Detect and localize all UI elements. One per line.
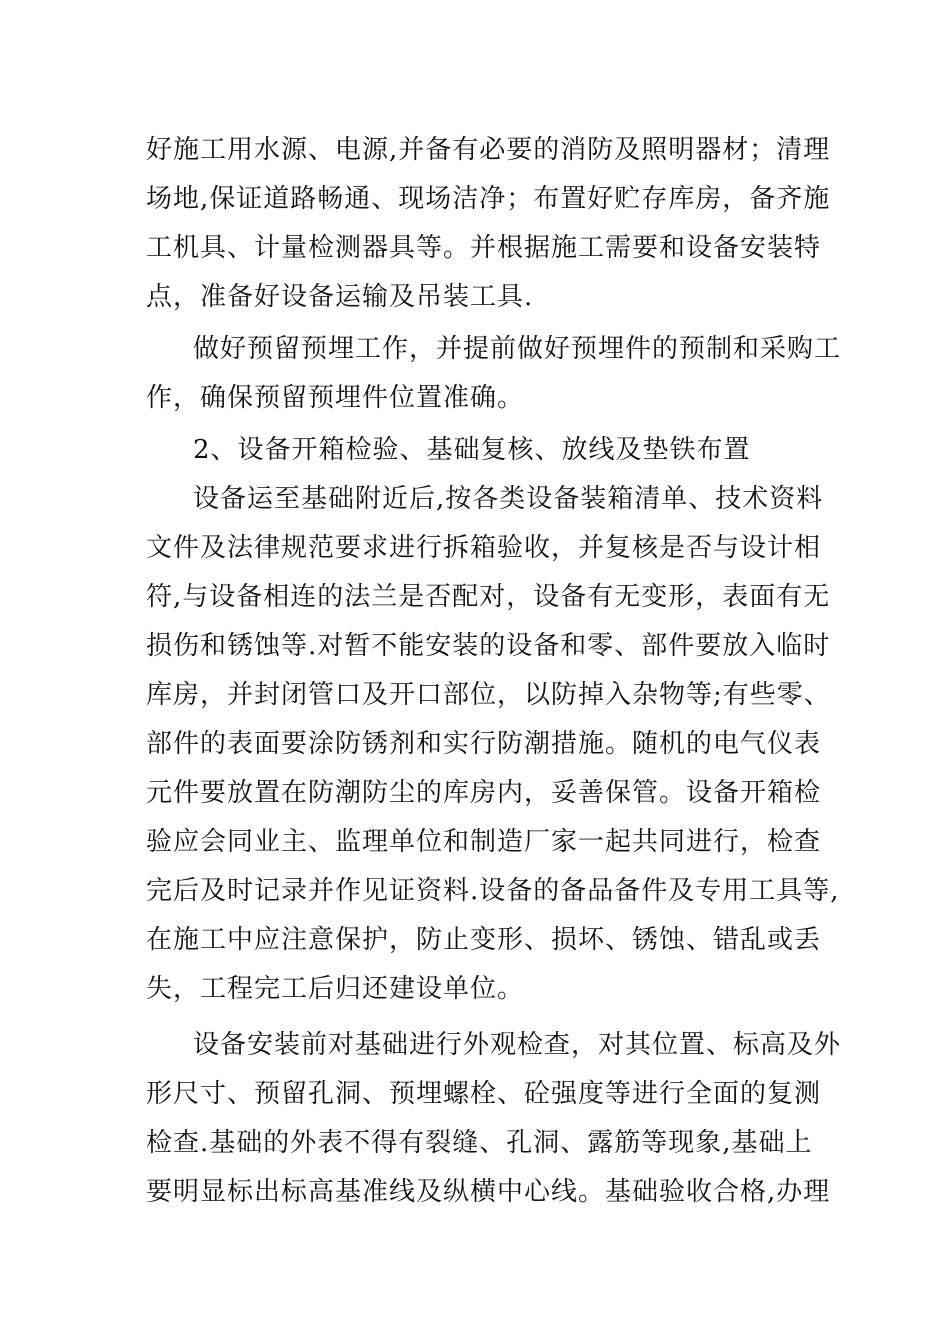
text-line: 要明显标出标高基准线及纵横中心线。基础验收合格,办理 [146, 1177, 831, 1207]
text-line: 验应会同业主、监理单位和制造厂家一起共同进行，检查 [146, 827, 822, 857]
section-heading: 2、设备开箱检验、基础复核、放线及垫铁布置 [193, 435, 751, 465]
text-line: 检查.基础的外表不得有裂缝、孔洞、露筋等现象,基础上 [146, 1128, 813, 1158]
text-line: 工机具、计量检测器具等。并根据施工需要和设备安装特 [146, 233, 822, 263]
text-line: 失，工程完工后归还建设单位。 [146, 974, 525, 1004]
text-line: 在施工中应注意保护，防止变形、损坏、锈蚀、错乱或丢 [146, 925, 822, 955]
text-line: 做好预留预埋工作，并提前做好预埋件的预制和采购工 [193, 334, 842, 364]
text-line: 完后及时记录并作见证资料.设备的备品备件及专用工具等, [146, 876, 840, 906]
text-line: 元件要放置在防潮防尘的库房内，妥善保管。设备开箱检 [146, 778, 822, 808]
text-line: 文件及法律规范要求进行拆箱验收，并复核是否与设计相 [146, 533, 822, 563]
text-line: 作，确保预留预埋件位置准确。 [146, 383, 525, 413]
text-line: 形尺寸、预留孔洞、预埋螺栓、砼强度等进行全面的复测 [146, 1079, 822, 1109]
text-line: 点，准备好设备运输及吊装工具. [146, 282, 534, 312]
text-line: 库房，并封闭管口及开口部位，以防掉入杂物等;有些零、 [146, 680, 831, 710]
text-line: 设备运至基础附近后,按各类设备装箱清单、技术资料 [193, 484, 824, 514]
text-line: 设备安装前对基础进行外观检查，对其位置、标高及外 [193, 1030, 842, 1060]
text-line: 好施工用水源、电源,并备有必要的消防及照明器材；清理 [146, 135, 831, 165]
text-line: 符,与设备相连的法兰是否配对，设备有无变形，表面有无 [146, 582, 831, 612]
text-line: 部件的表面要涂防锈剂和实行防潮措施。随机的电气仪表 [146, 729, 822, 759]
text-line: 场地,保证道路畅通、现场洁净；布置好贮存库房，备齐施 [146, 184, 831, 214]
text-line: 损伤和锈蚀等.对暂不能安装的设备和零、部件要放入临时 [146, 631, 831, 661]
